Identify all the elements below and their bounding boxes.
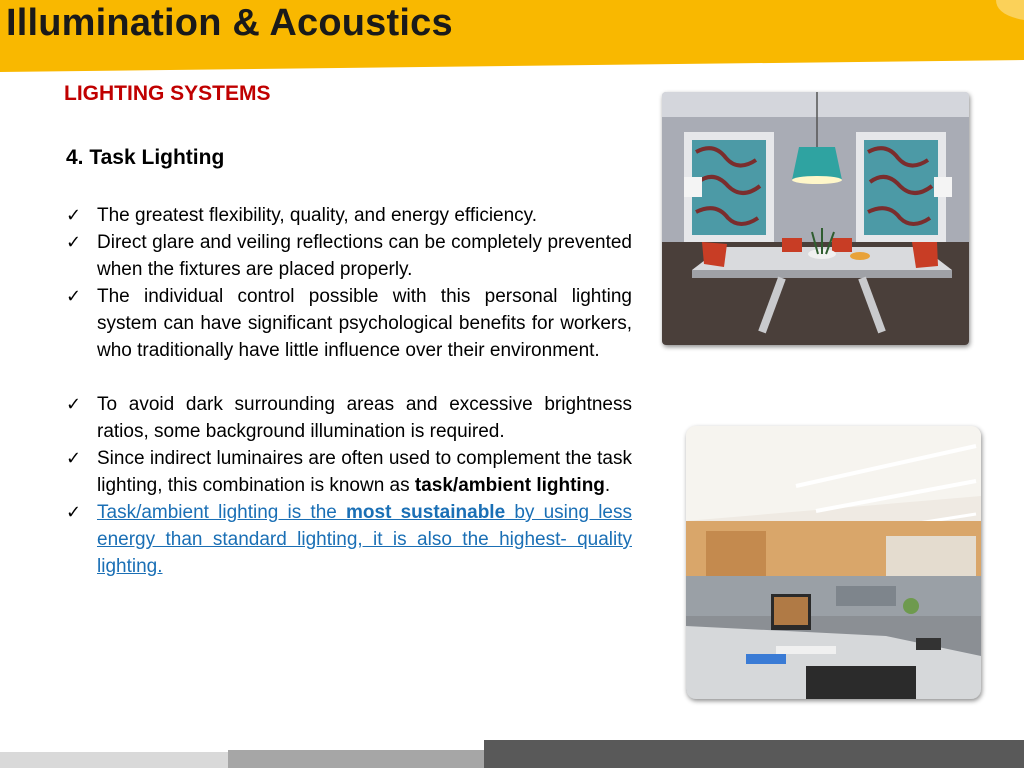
- check-mark-icon: ✓: [66, 502, 82, 523]
- bullet-text: Direct glare and veiling reflections can be completely prevented when the fixtures are placed properly.: [97, 232, 632, 280]
- slide-title: Illumination & Acoustics: [6, 2, 453, 44]
- bullet-bold-term: most sustainable: [346, 502, 506, 523]
- office-illustration: [686, 426, 981, 699]
- dining-room-illustration: [662, 92, 969, 345]
- bullet-item: [64, 445, 632, 499]
- bullet-list: [64, 202, 632, 580]
- bullet-item: [64, 229, 632, 283]
- footer-band: [0, 740, 1024, 768]
- dining-room-photo: [662, 92, 969, 345]
- section-heading: 4. Task Lighting: [66, 146, 225, 169]
- section-subtitle: LIGHTING SYSTEMS: [64, 82, 271, 105]
- bullet-item: [64, 391, 632, 445]
- bullet-text: The individual control possible with this personal lighting system can have significant psychological benefits for workers, who traditionally have little influence over their environment.: [97, 286, 632, 361]
- bullet-link-text[interactable]: [97, 502, 632, 577]
- bullet-text-part: Task/ambient lighting is the: [97, 502, 347, 523]
- bullet-text: The greatest flexibility, quality, and energy efficiency.: [97, 205, 538, 226]
- check-mark-icon: ✓: [66, 232, 82, 253]
- bullet-text: To avoid dark surrounding areas and excessive brightness ratios, some background illumination is required.: [97, 394, 632, 442]
- office-photo: [686, 426, 981, 699]
- check-mark-icon: ✓: [66, 448, 82, 469]
- check-mark-icon: ✓: [66, 205, 82, 226]
- check-mark-icon: ✓: [66, 394, 82, 415]
- bullet-text-part: Since indirect luminaires are often used to complement the task lighting, this combination is known as: [97, 448, 632, 496]
- bullet-bold-term: task/ambient lighting: [414, 475, 605, 496]
- bullet-text-part: .: [604, 475, 611, 496]
- bullet-item-link[interactable]: [64, 499, 632, 580]
- bullet-text: [97, 448, 632, 496]
- check-mark-icon: ✓: [66, 286, 82, 307]
- bullet-item: [64, 283, 632, 364]
- bullet-item: [64, 202, 632, 229]
- bullet-text-part: by using less energy than standard lighting, it is also the highest- quality lighting.: [97, 502, 632, 577]
